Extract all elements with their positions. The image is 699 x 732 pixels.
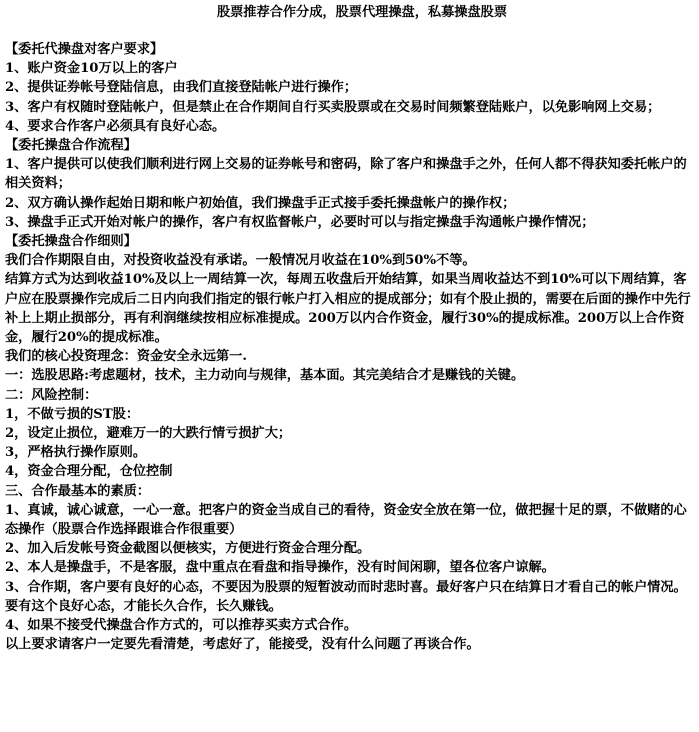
stock-selection-idea: 一：选股思路:考虑题材，技术，主力动向与规律，基本面。其完美结合才是赚钱的关键。 xyxy=(5,368,525,384)
section-heading-rules: 【委托操盘合作细则】 xyxy=(5,234,137,250)
requirement-item: 3、客户有权随时登陆帐户，但是禁止在合作期间自行买卖股票或在交易时间频繁登陆账户，以免影响网上交易； xyxy=(5,99,661,115)
quality-item: 2、本人是操盘手，不是客服，盘中重点在看盘和指导操作，没有时间闲聊，望各位客户谅解。 xyxy=(5,560,555,576)
quality-item: 3、合作期，客户要有良好的心态，不要因为股票的短暂波动而时悲时喜。最好客户只在结算日才看自己的帐户情况。要有这个良好心态，才能长久合作，长久赚钱。 xyxy=(5,579,687,614)
section-heading-requirements: 【委托代操盘对客户要求】 xyxy=(5,42,164,57)
requirement-item: 1、账户资金10万以上的客户 xyxy=(5,61,178,77)
closing-note: 以上要求请客户一定要先看清楚，考虑好了，能接受，没有什么问题了再谈合作。 xyxy=(5,637,480,653)
risk-control-item: 3，严格执行操作原则。 xyxy=(5,445,147,461)
process-item: 3、操盘手正式开始对帐户的操作，客户有权监督帐户，必要时可以与指定操盘手沟通帐户操作情况； xyxy=(5,214,595,230)
page-title: 股票推荐合作分成，股票代理操盘，私募操盘股票 xyxy=(216,5,508,20)
risk-control-item: 4，资金合理分配，仓位控制 xyxy=(5,464,173,480)
quality-item: 1、真诚，诚心诚意，一心一意。把客户的资金当成自己的看待，资金安全放在第一位，做把握十足的票，不做赌的心态操作（股票合作选择跟谁合作很重要） xyxy=(5,502,687,538)
section-heading-process: 【委托操盘合作流程】 xyxy=(5,138,137,154)
risk-control-item: 2，设定止损位，避难万一的大跌行情亏损扩大； xyxy=(5,426,292,442)
quality-item: 4、如果不接受代操盘合作方式的，可以推荐买卖方式合作。 xyxy=(5,618,358,634)
risk-control-heading: 二：风险控制： xyxy=(5,387,98,403)
risk-control-item: 1，不做亏损的ST股： xyxy=(5,406,140,422)
quality-item: 2、加入后发帐号资金截图以便核实，方便进行资金合理分配。 xyxy=(5,541,371,557)
requirement-item: 2、提供证券帐号登陆信息，由我们直接登陆帐户进行操作； xyxy=(5,80,358,96)
rules-paragraph: 结算方式为达到收益10%及以上一周结算一次，每周五收盘后开始结算，如果当周收益达不到10%可以下周结算，客户应在股票操作完成后二日内向我们指定的银行帐户打入相应的提成部分；如有个股止损的，需要在后面的操作中先行补上上期止损部分，再有利润继续按相应标准提成。200万以内合作资金，履行30%的提成标准。200万以上合作资金，履行20%的提成标准。 xyxy=(5,272,691,346)
process-item: 1、客户提供可以使我们顺利进行网上交易的证券帐号和密码，除了客户和操盘手之外，任何人都不得获知委托帐户的相关资料； xyxy=(5,157,687,192)
core-philosophy: 我们的核心投资理念：资金安全永远第一. xyxy=(5,349,247,365)
qualities-heading: 三、合作最基本的素质： xyxy=(5,483,151,499)
rules-paragraph: 我们合作期限自由，对投资收益没有承诺。一般情况月收益在10%到50%不等。 xyxy=(5,253,476,269)
requirement-item: 4、要求合作客户必须具有良好心态。 xyxy=(5,118,226,134)
process-item: 2、双方确认操作起始日期和帐户初始值，我们操盘手正式接手委托操盘帐户的操作权； xyxy=(5,195,516,211)
